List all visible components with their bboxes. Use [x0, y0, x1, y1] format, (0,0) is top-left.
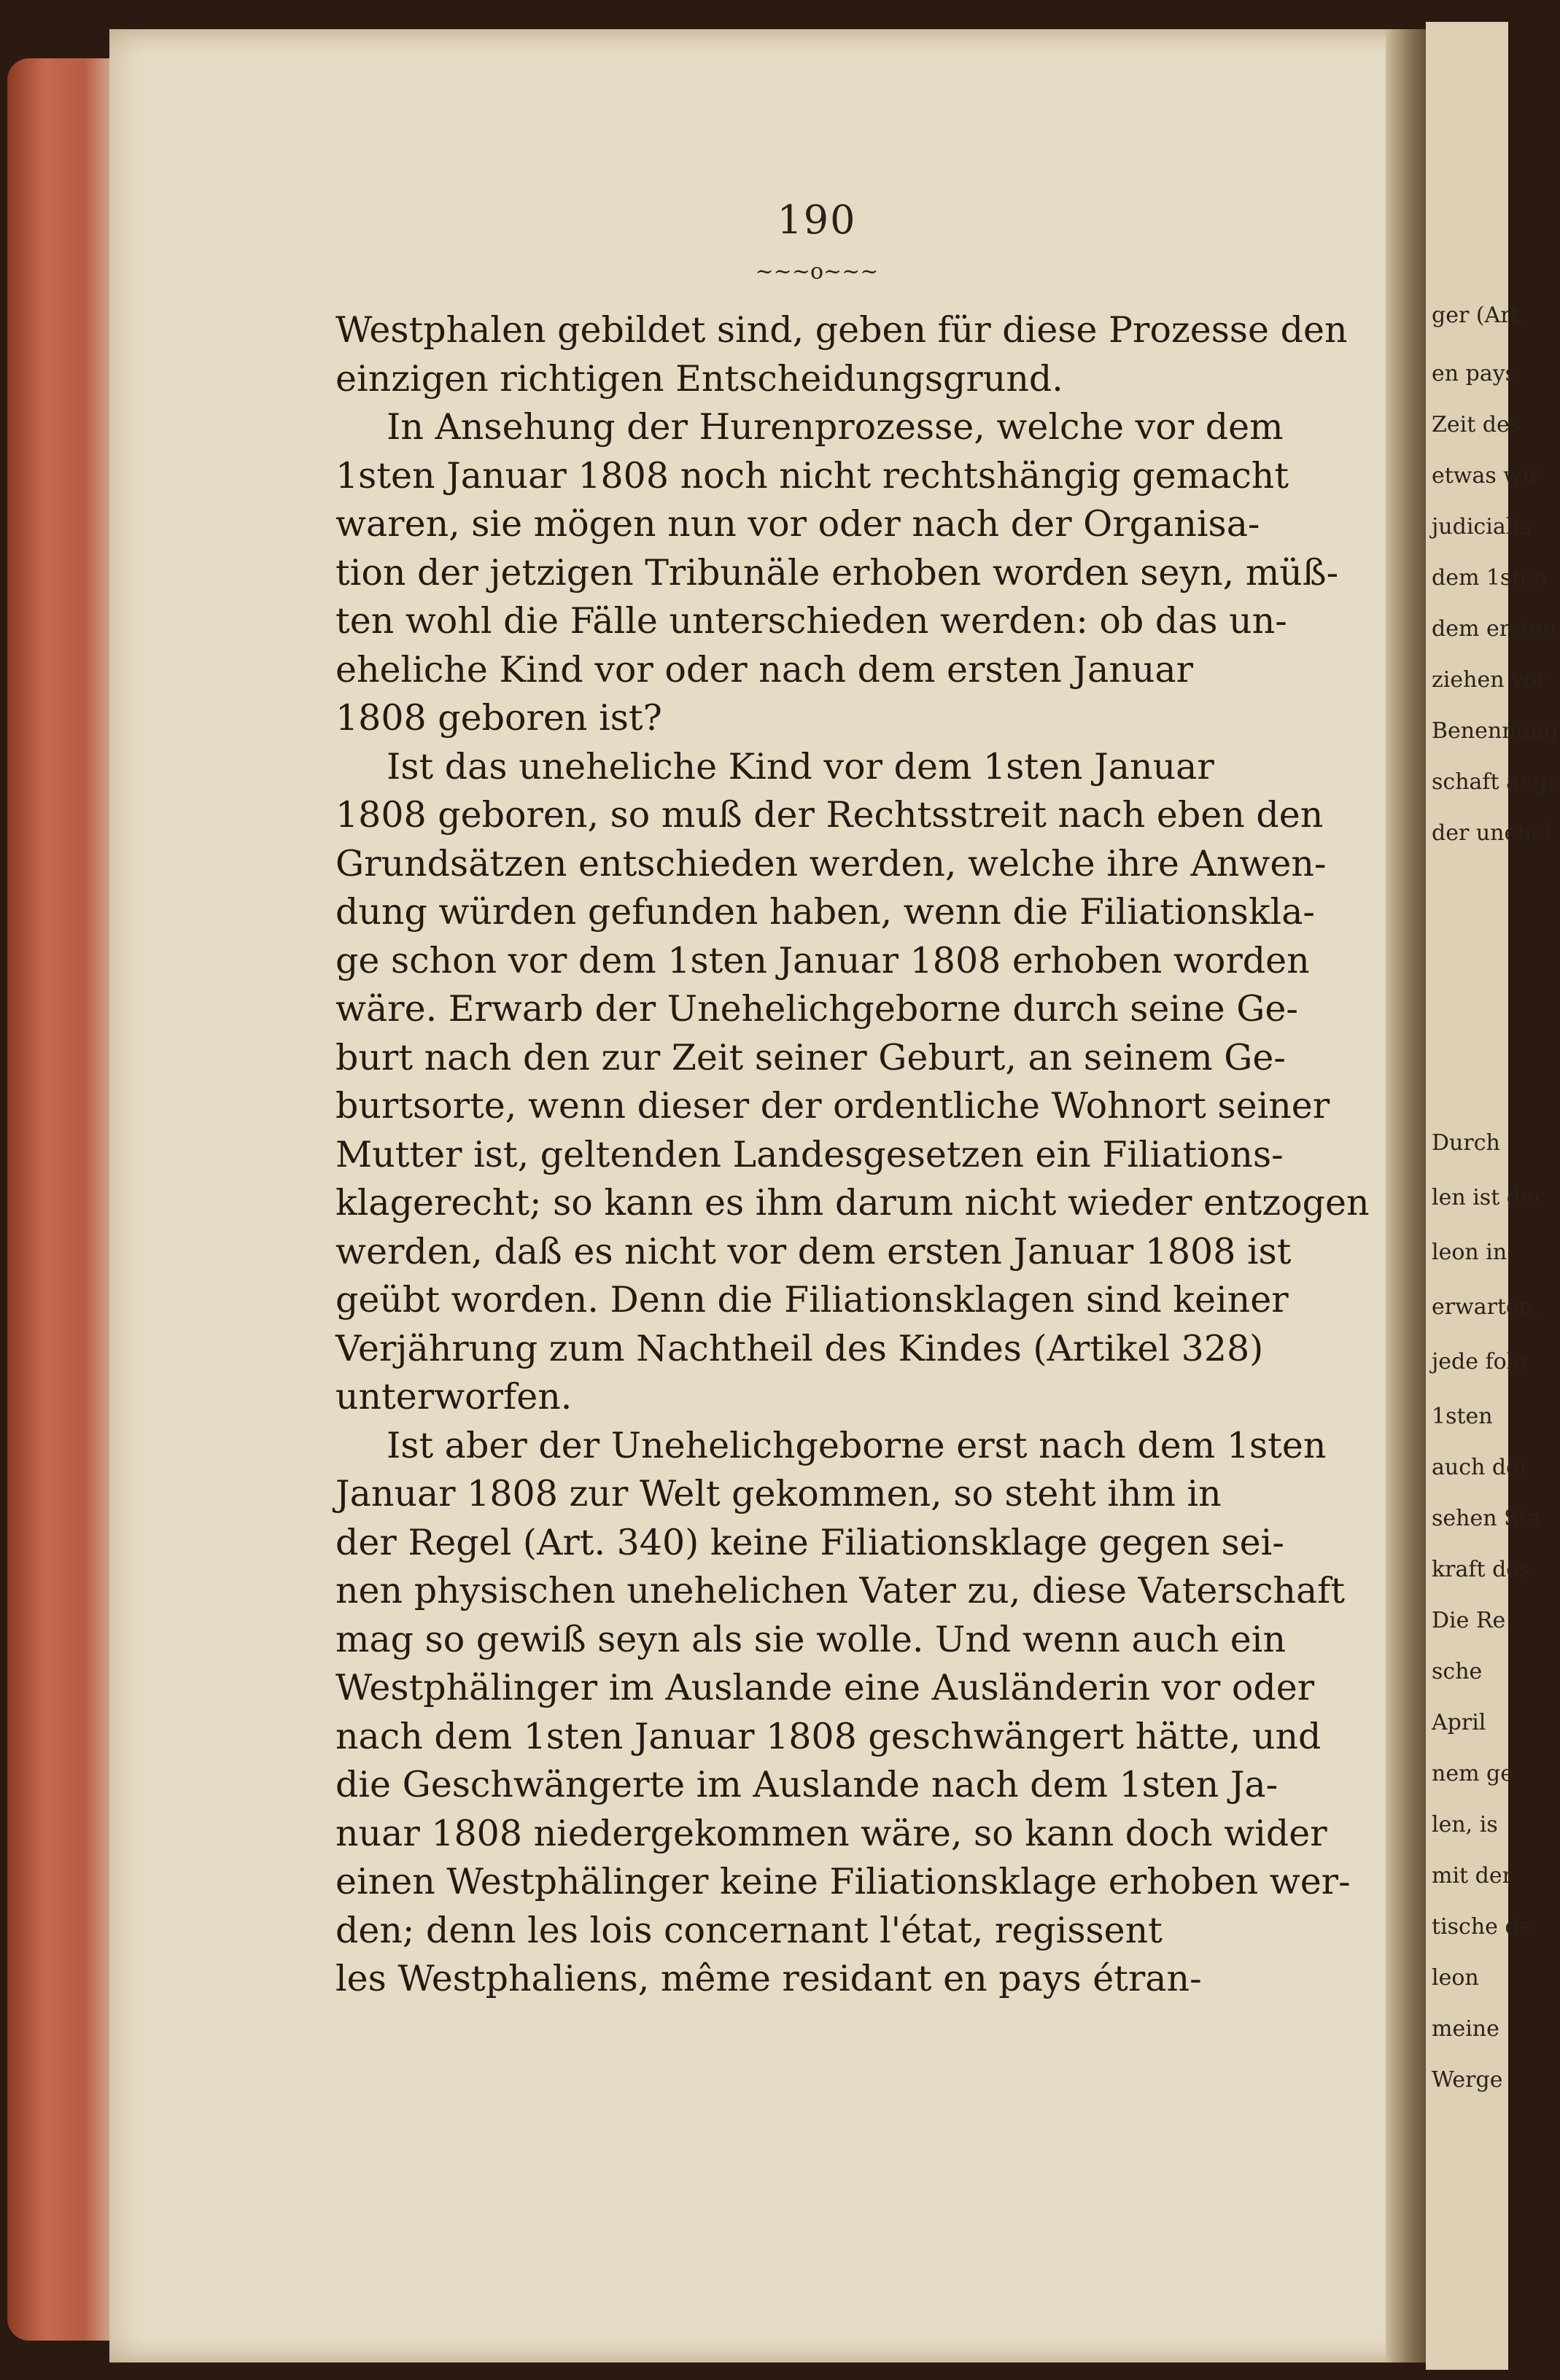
text-line: ge schon vor dem 1sten Januar 1808 erhoben worden	[335, 939, 1310, 981]
next-page-fragment: ger (Art.	[1432, 303, 1527, 328]
next-page-fragment: etwas wir	[1432, 463, 1540, 489]
next-page-fragment: len ist der	[1432, 1185, 1545, 1210]
text-line: den; denn les lois concernant l'état, regissent	[335, 1909, 1163, 1951]
next-page-fragment: kraft des	[1432, 1557, 1531, 1582]
page-number: 190	[777, 197, 857, 243]
text-line: waren, sie mögen nun vor oder nach der Organisa-	[335, 503, 1260, 545]
next-page-fragment: auch der	[1432, 1455, 1530, 1480]
next-page-fragment: meine	[1432, 2016, 1499, 2042]
text-line: 1808 geboren, so muß der Rechtsstreit nach eben den	[335, 794, 1324, 836]
text-line: Ist aber der Unehelichgeborne erst nach dem 1sten	[387, 1424, 1327, 1466]
text-line: nen physischen unehelichen Vater zu, diese Vaterschaft	[335, 1570, 1346, 1611]
next-page-fragment: leon in	[1432, 1240, 1507, 1265]
text-line: 1sten Januar 1808 noch nicht rechtshängig gemacht	[335, 454, 1289, 497]
text-line: burt nach den zur Zeit seiner Geburt, an seinem Ge-	[335, 1036, 1286, 1078]
next-page-fragment: dem 1sten	[1432, 565, 1548, 591]
text-line: Mutter ist, geltenden Landesgesetzen ein Filiations-	[335, 1133, 1284, 1175]
text-line: einzigen richtigen Entscheidungsgrund.	[335, 357, 1063, 400]
next-page-fragment: Werge	[1432, 2067, 1503, 2093]
next-page-fragment: erwarten,	[1432, 1294, 1540, 1320]
text-line: werden, daß es nicht vor dem ersten Januar 1808 ist	[335, 1230, 1292, 1272]
text-line: geübt worden. Denn die Filiationsklagen sind keiner	[335, 1279, 1289, 1321]
text-line: Westphalen gebildet sind, geben für diese Prozesse den	[335, 309, 1348, 351]
next-page-fragment: en pays	[1432, 361, 1517, 386]
text-line: tion der jetzigen Tribunäle erhoben worden seyn, müß-	[335, 551, 1339, 594]
next-page-fragment: judicialis	[1432, 514, 1532, 540]
next-page-edge	[1426, 22, 1560, 2370]
text-line: nuar 1808 niedergekommen wäre, so kann doch wider	[335, 1812, 1327, 1854]
text-line: 1808 geboren ist?	[335, 697, 662, 739]
body-text	[335, 306, 1370, 2004]
next-page-fragment: tische de	[1432, 1914, 1532, 1940]
next-page-fragment: Benennung	[1432, 718, 1559, 744]
next-page-fragment: 1sten	[1432, 1404, 1493, 1429]
text-line: eheliche Kind vor oder nach dem ersten Januar	[335, 648, 1194, 691]
next-page-fragment: April	[1432, 1710, 1486, 1735]
text-line: klagerecht; so kann es ihm darum nicht wieder entzogen	[335, 1182, 1370, 1224]
next-page-fragment: Die Re	[1432, 1608, 1506, 1633]
text-line: wäre. Erwarb der Unehelichgeborne durch seine Ge-	[335, 988, 1298, 1030]
next-page-fragment: schaft ange	[1432, 769, 1560, 795]
text-line: der Regel (Art. 340) keine Filiationsklage gegen sei-	[335, 1521, 1284, 1563]
text-line: Ist das uneheliche Kind vor dem 1sten Januar	[387, 745, 1214, 788]
text-line: mag so gewiß seyn als sie wolle. Und wenn auch ein	[335, 1618, 1287, 1660]
ornament-divider: ~~~o~~~	[755, 259, 879, 284]
text-line: ten wohl die Fälle unterschieden werden: ob das un-	[335, 600, 1287, 642]
text-line: Verjährung zum Nachtheil des Kindes (Artikel 328)	[335, 1327, 1264, 1369]
text-line: Westphälinger im Auslande eine Ausländerin vor oder	[335, 1667, 1315, 1708]
next-page-fragment: sehen Sta	[1432, 1506, 1541, 1531]
next-page-fragment: nem ge	[1432, 1761, 1514, 1786]
next-page-fragment: Durch	[1432, 1130, 1500, 1156]
text-line: In Ansehung der Hurenprozesse, welche vor dem	[387, 406, 1284, 448]
text-line: dung würden gefunden haben, wenn die Filiationskla-	[335, 891, 1315, 933]
next-page-fragment: ziehen vor	[1432, 667, 1548, 693]
next-page-fragment: leon	[1432, 1965, 1479, 1991]
text-line: einen Westphälinger keine Filiationsklage erhoben wer-	[335, 1861, 1351, 1902]
text-line: nach dem 1sten Januar 1808 geschwängert hätte, und	[335, 1715, 1322, 1757]
text-line: die Geschwängerte im Auslande nach dem 1sten Ja-	[335, 1764, 1278, 1805]
next-page-fragment: mit der	[1432, 1863, 1513, 1889]
book-edge	[7, 58, 117, 2341]
text-line: Januar 1808 zur Welt gekommen, so steht ihm in	[335, 1473, 1222, 1514]
text-line: burtsorte, wenn dieser der ordentliche Wohnort seiner	[335, 1085, 1330, 1127]
next-page-fragment: Zeit des	[1432, 412, 1521, 438]
next-page-fragment: jede folg	[1432, 1349, 1528, 1374]
text-line: unterworfen.	[335, 1376, 573, 1418]
next-page-fragment: sche	[1432, 1659, 1483, 1684]
page-gutter	[1386, 29, 1429, 2362]
text-line: les Westphaliens, même residant en pays étran-	[335, 1958, 1202, 1999]
text-line: Grundsätzen entschieden werden, welche ihre Anwen-	[335, 842, 1327, 884]
next-page-fragment: dem ersten	[1432, 616, 1557, 642]
next-page-fragment: der unehel	[1432, 820, 1551, 846]
next-page-fragment: len, is	[1432, 1812, 1498, 1838]
